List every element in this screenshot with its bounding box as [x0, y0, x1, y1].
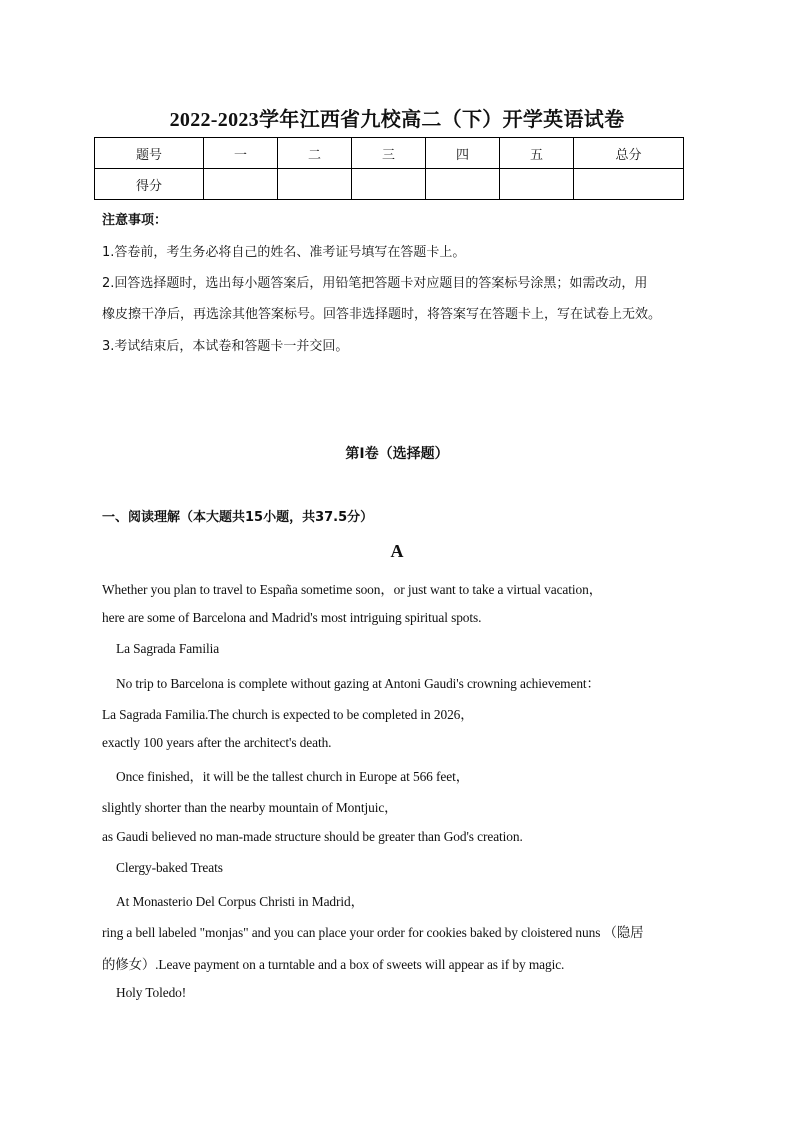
passage-line: ring a bell labeled "monjas" and you can place your order for cookies baked by cloistered nuns （隐居 [102, 925, 644, 940]
notice-line: 2.回答选择题时，选出每小题答案后，用铅笔把答题卡对应题目的答案标号涂黑；如需改动，用 [102, 276, 648, 291]
score-cell [204, 169, 278, 200]
passage-subheading: Clergy-baked Treats [116, 860, 223, 875]
table-cell-section-5: 五 [500, 138, 574, 169]
passage-line: Whether you plan to travel to España sometime soon，or just want to take a virtual vacation， [102, 582, 602, 597]
table-cell-section-1: 一 [204, 138, 278, 169]
notice-line: 1.答卷前，考生务必将自己的姓名、准考证号填写在答题卡上。 [102, 245, 466, 260]
table-cell-section-3: 三 [352, 138, 426, 169]
passage-line: No trip to Barcelona is complete without gazing at Antoni Gaudi's crowning achievement： [116, 676, 600, 691]
notice-line: 橡皮擦干净后，再选涂其他答案标号。回答非选择题时，将答案写在答题卡上，写在试卷上无效。 [102, 307, 662, 322]
passage-line: La Sagrada Familia.The church is expected to be completed in 2026， [102, 707, 474, 722]
score-cell [574, 169, 684, 200]
score-cell [500, 169, 574, 200]
passage-subheading: Holy Toledo! [116, 985, 187, 1000]
table-cell-section-2: 二 [278, 138, 352, 169]
score-table-score-row [95, 169, 684, 200]
passage-line: At Monasterio Del Corpus Christi in Madrid， [116, 894, 364, 909]
table-cell-score-label: 得分 [95, 169, 204, 200]
passage-label: A [390, 541, 404, 561]
exam-title: 2022-2023学年江西省九校高二（下）开学英语试卷 [169, 109, 625, 131]
score-cell [278, 169, 352, 200]
section-title: 第Ⅰ卷（选择题） [345, 446, 449, 462]
passage-line: slightly shorter than the nearby mountain of Montjuic， [102, 800, 398, 815]
score-table-header-row [95, 138, 684, 169]
part-one-heading: 一、阅读理解（本大题共15小题，共37.5分） [102, 510, 374, 525]
score-table [94, 137, 684, 200]
table-cell-total: 总分 [574, 138, 684, 169]
notice-heading: 注意事项： [102, 213, 168, 228]
passage-line: here are some of Barcelona and Madrid's most intriguing spiritual spots. [102, 610, 482, 625]
score-cell [352, 169, 426, 200]
passage-line: as Gaudi believed no man-made structure should be greater than God's creation. [102, 829, 523, 844]
score-cell [426, 169, 500, 200]
table-cell-question-number: 题号 [95, 138, 204, 169]
table-cell-section-4: 四 [426, 138, 500, 169]
passage-line: exactly 100 years after the architect's death. [102, 735, 332, 750]
passage-subheading: La Sagrada Familia [116, 641, 220, 656]
passage-line: Once finished，it will be the tallest church in Europe at 566 feet， [116, 769, 469, 784]
passage-line: 的修女）.Leave payment on a turntable and a box of sweets will appear as if by magic. [102, 957, 565, 972]
notice-line: 3.考试结束后，本试卷和答题卡一并交回。 [102, 339, 349, 354]
